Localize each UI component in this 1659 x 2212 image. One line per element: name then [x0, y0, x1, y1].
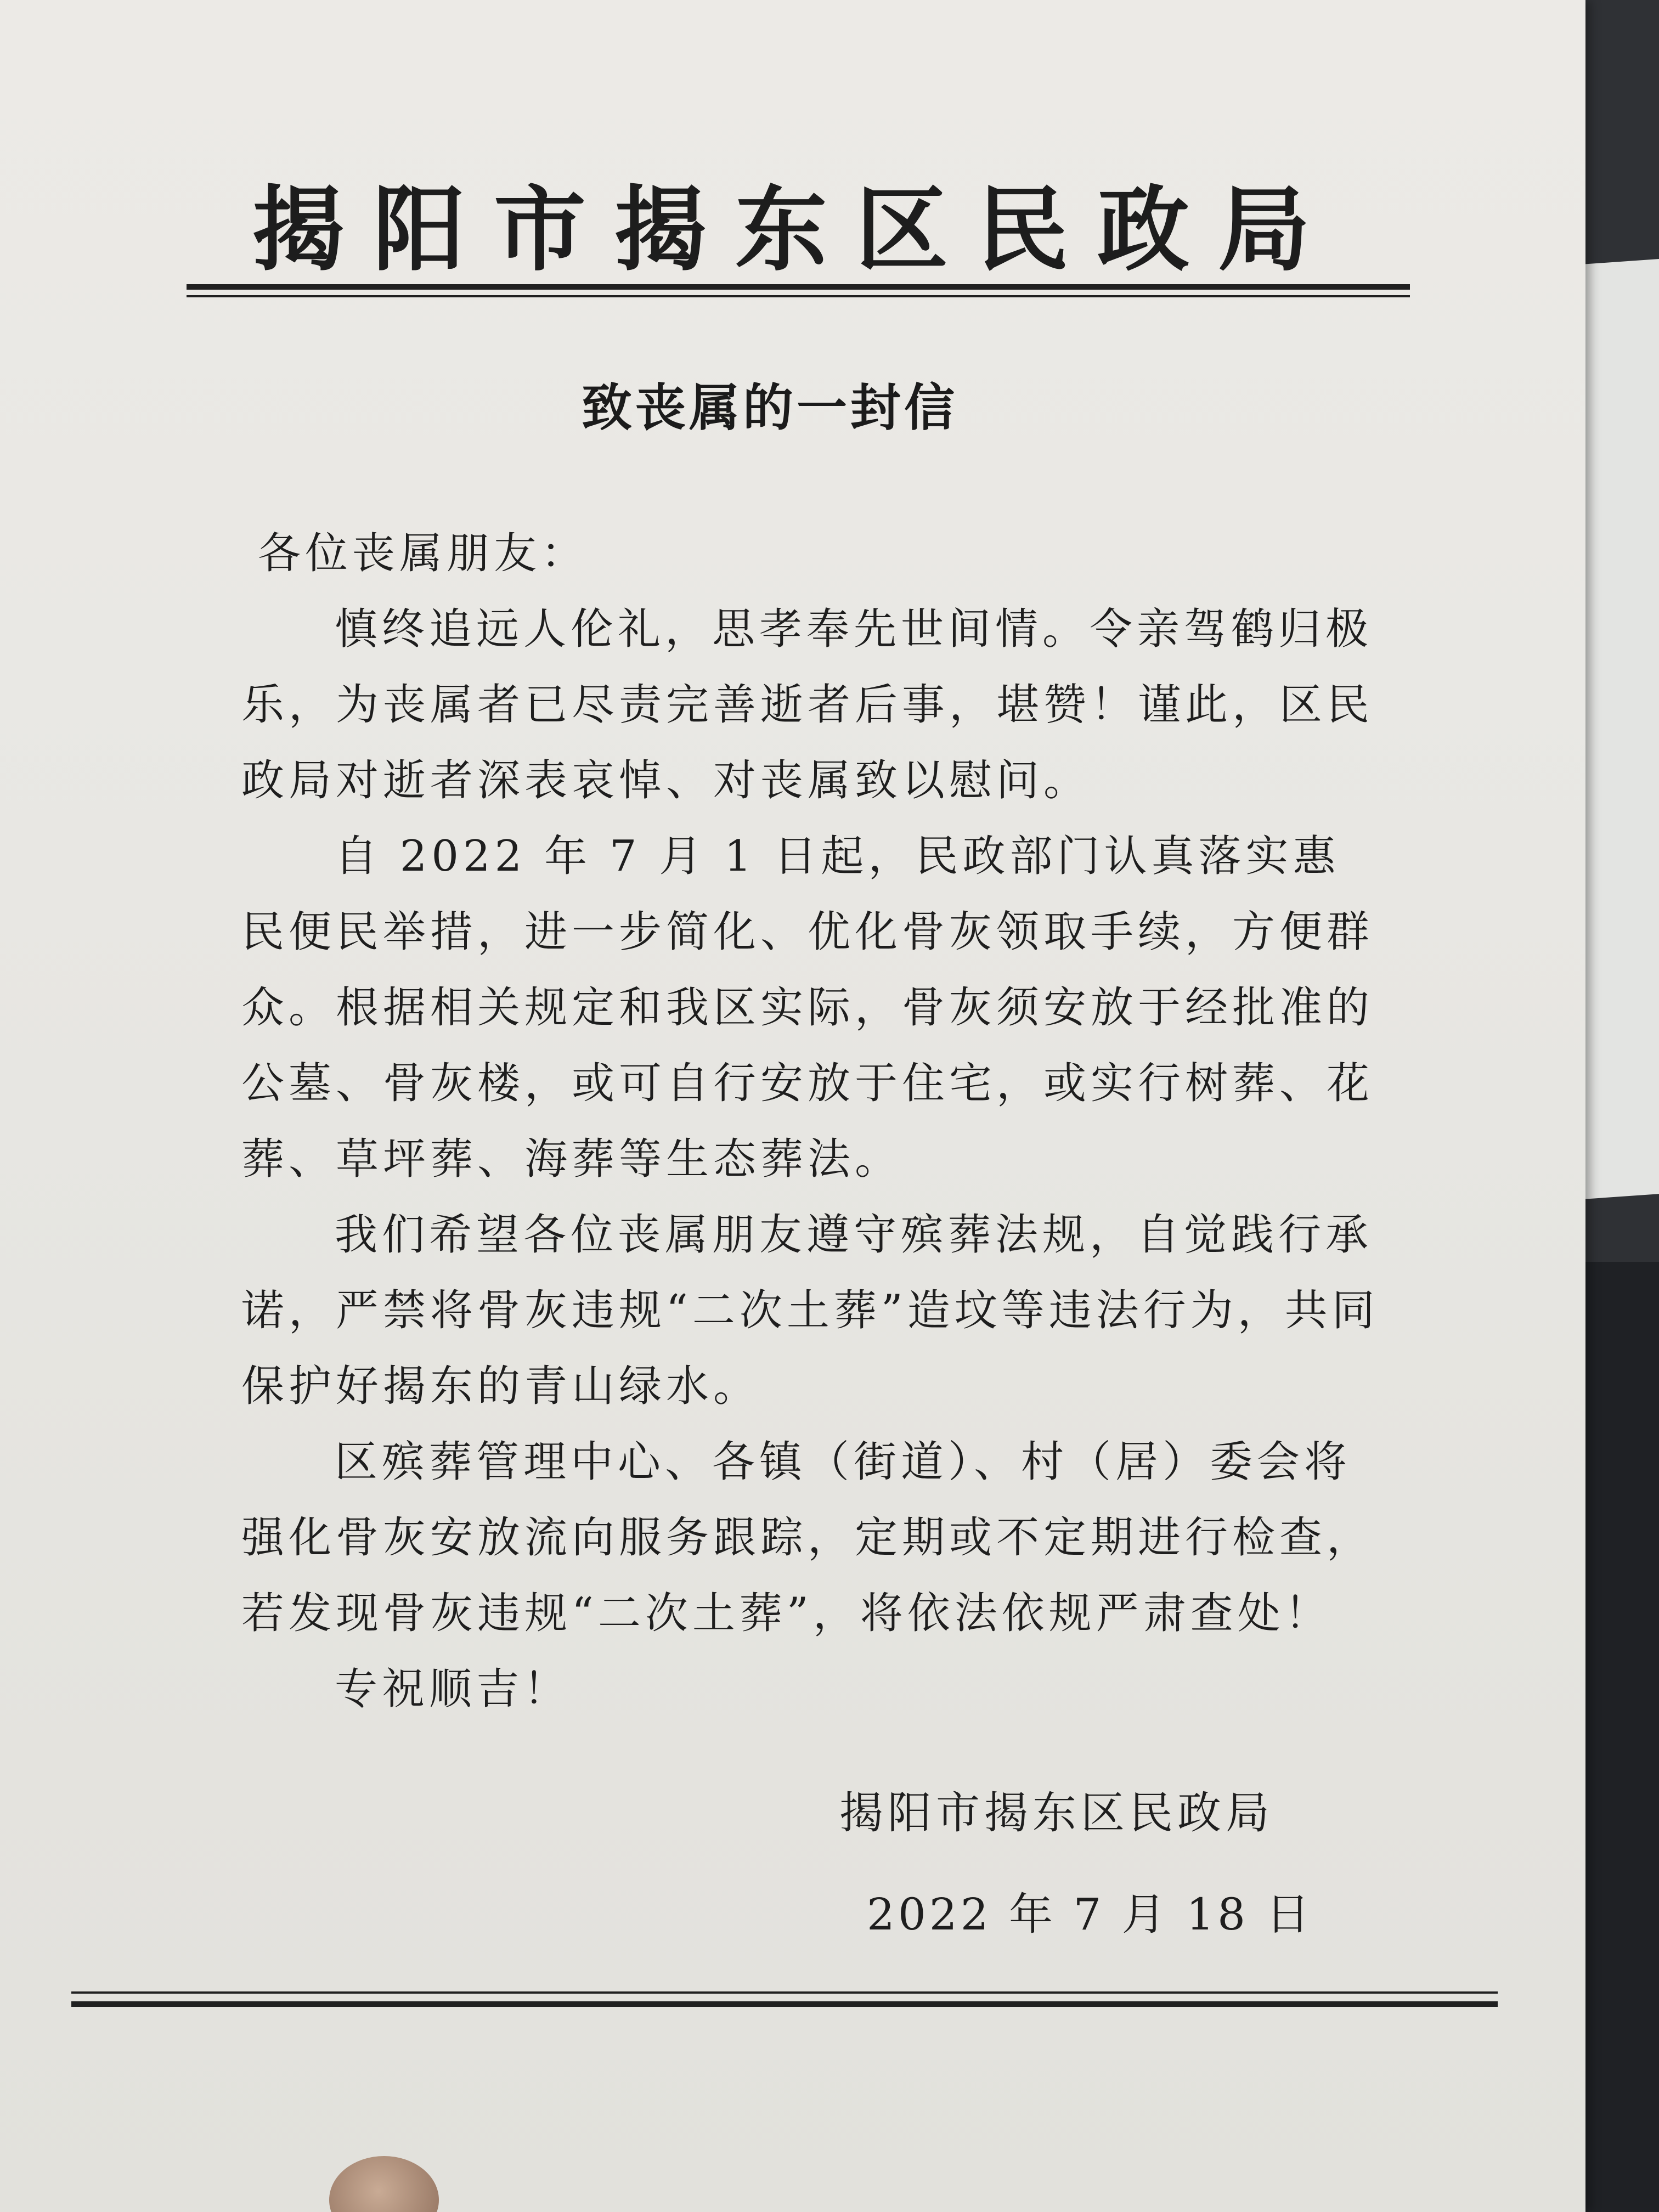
- signature-date: 2022 年 7 月 18 日: [867, 1889, 1313, 1940]
- letter-title: 致丧属的一封信: [582, 379, 958, 437]
- letterhead-rule-thin: [187, 295, 1410, 297]
- paragraph-1: 慎终追远人伦礼，思孝奉先世间情。令亲驾鹤归极乐，为丧属者已尽责完善逝者后事，堪赞！谨此，区民政局对逝者深表哀悼、对丧属致以慰问。: [241, 605, 1374, 805]
- footer-rule-thick: [71, 2001, 1498, 2007]
- paragraph-3: 我们希望各位丧属朋友遵守殡葬法规，自觉践行承诺，严禁将骨灰违规“二次土葬”造坟等违法行为，共同保护好揭东的青山绿水。: [241, 1210, 1379, 1411]
- paragraph-4: 区殡葬管理中心、各镇（街道）、村（居）委会将强化骨灰安放流向服务跟踪，定期或不定期进行检查，若发现骨灰违规“二次土葬”，将依法依规严肃查处！: [241, 1437, 1374, 1638]
- closing-line: 专祝顺吉！: [335, 1664, 571, 1714]
- footer-rule-thin: [71, 1991, 1498, 1994]
- paragraph-2: 自 2022 年 7 月 1 日起，民政部门认真落实惠民便民举措，进一步简化、优化骨灰领取手续，方便群众。根据相关规定和我区实际，骨灰须安放于经批准的公墓、骨灰楼，或可自行安放于住宅，或实行树葬、花葬、草坪葬、海葬等生态葬法。: [241, 832, 1374, 1184]
- salutation: 各位丧属朋友：: [258, 529, 589, 578]
- signature-org: 揭阳市揭东区民政局: [839, 1787, 1274, 1838]
- letterhead-title: 揭阳市揭东区民政局: [252, 175, 1339, 284]
- background-desk: [1580, 1262, 1659, 2212]
- letterhead-rule-thick: [187, 284, 1410, 290]
- letter-body: [241, 516, 1383, 1727]
